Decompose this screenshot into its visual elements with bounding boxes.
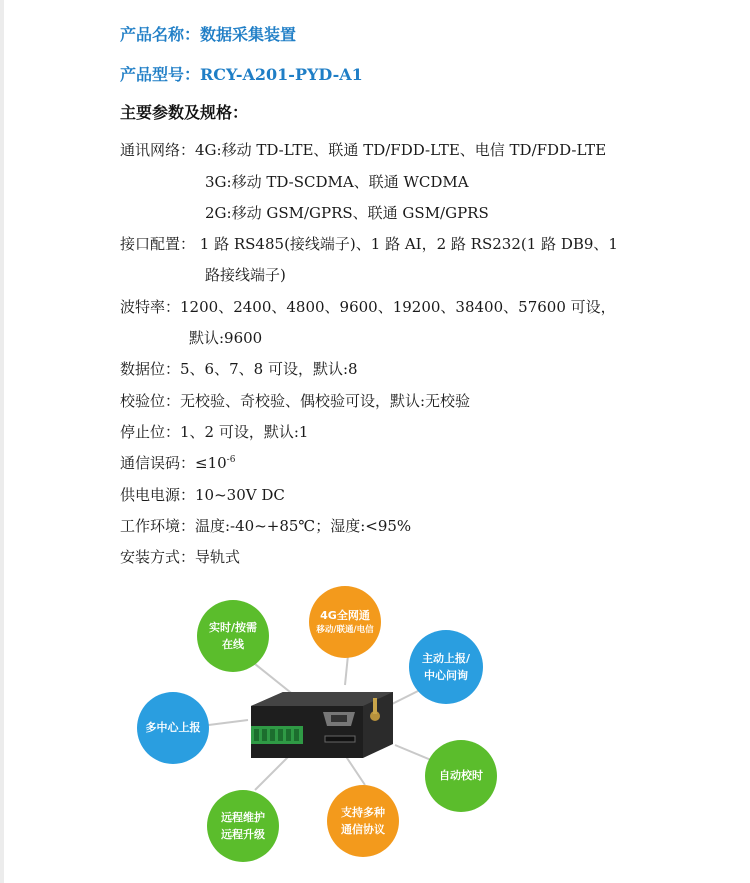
interface-row	[120, 233, 618, 254]
product-model: 产品型号：RCY-A201-PYD-A1	[120, 65, 363, 84]
bubble-4g-line1: 4G全网通	[320, 608, 370, 622]
product-name: 产品名称：数据采集装置	[120, 25, 297, 44]
ber-text: 通信误码：≤10	[120, 454, 227, 472]
baud-line-1: 1200、2400、4800、9600、19200、38400、57600 可设，	[180, 298, 616, 316]
env-row: 工作环境：温度:-40~+85℃；湿度:<95%	[120, 517, 412, 535]
network-3g: 3G:移动 TD-SCDMA、联通 WCDMA	[205, 173, 469, 191]
section-title: 主要参数及规格：	[120, 103, 249, 122]
bubble-maintenance-line1: 远程维护	[221, 810, 265, 824]
feature-diagram	[0, 580, 750, 883]
bubble-protocols-line1: 支持多种	[341, 805, 385, 819]
interface-line-2: 路接线端子)	[205, 266, 286, 284]
databits-row: 数据位：5、6、7、8 可设，默认:8	[120, 360, 358, 378]
bubble-multi-center-label: 多中心上报	[145, 721, 201, 735]
bubble-maintenance	[207, 790, 279, 862]
bubble-protocols-line2: 通信协议	[341, 823, 385, 836]
bubble-report	[409, 630, 483, 704]
bubble-4g-line2: 移动/联通/电信	[316, 624, 374, 635]
bubble-realtime-line2: 在线	[222, 638, 244, 651]
bubble-realtime	[197, 600, 269, 672]
baud-label: 波特率：	[120, 298, 181, 316]
parity-row: 校验位：无校验、奇校验、偶校验可设，默认:无校验	[120, 392, 471, 410]
bubble-maintenance-line2: 远程升级	[221, 828, 265, 841]
bubble-multi-center	[137, 692, 209, 764]
bubble-report-line1: 主动上报/	[421, 651, 471, 665]
power-row: 供电电源：10~30V DC	[120, 486, 285, 504]
network-row	[120, 139, 606, 160]
bubble-auto-time-label: 自动校时	[439, 769, 483, 783]
bubble-auto-time	[425, 740, 497, 812]
device-image	[243, 688, 405, 760]
baud-line-2: 默认:9600	[189, 329, 263, 347]
ber-row	[120, 452, 235, 473]
bubble-protocols	[327, 785, 399, 857]
bubble-realtime-line1: 实时/按需	[208, 620, 258, 634]
network-4g: 4G:移动 TD-LTE、联通 TD/FDD-LTE、电信 TD/FDD-LTE	[195, 141, 607, 159]
interface-label: 接口配置：	[120, 235, 196, 253]
router-device-icon	[243, 688, 405, 760]
bubble-report-line2: 中心问询	[424, 669, 468, 682]
baud-row	[120, 296, 616, 317]
network-2g: 2G:移动 GSM/GPRS、联通 GSM/GPRS	[205, 204, 489, 222]
network-label: 通讯网络：	[120, 141, 196, 159]
bubble-4g	[309, 586, 381, 658]
stopbits-row: 停止位：1、2 可设，默认:1	[120, 423, 309, 441]
ber-exponent: -6	[226, 455, 236, 465]
interface-line-1: 1 路 RS485(接线端子)、1 路 AI，2 路 RS232(1 路 DB9、1	[195, 235, 618, 253]
mount-row: 安装方式：导轨式	[120, 548, 241, 566]
